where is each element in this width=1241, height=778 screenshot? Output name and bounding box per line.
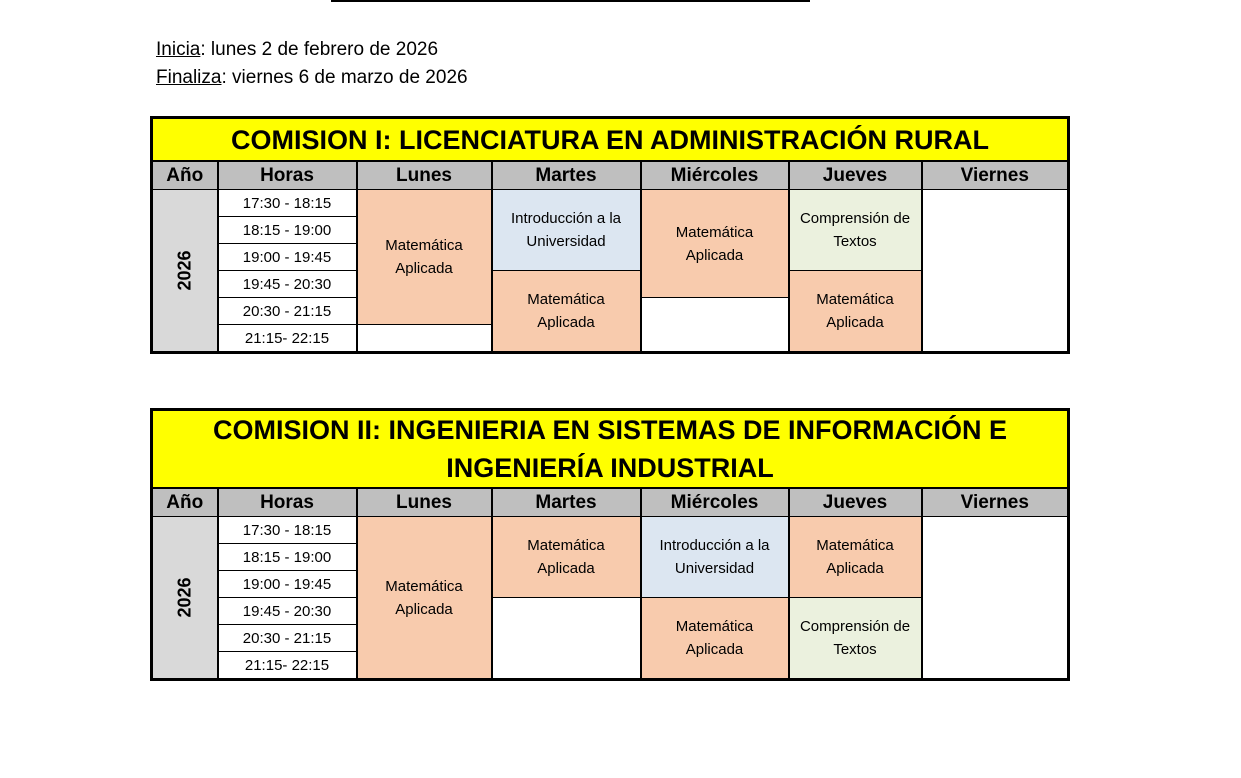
table-title xyxy=(152,410,1069,489)
empty-cell xyxy=(357,325,492,353)
subject-cell-matematica xyxy=(789,271,922,353)
time-slot: 19:45 - 20:30 xyxy=(218,271,357,298)
subject-line: Matemática xyxy=(527,537,605,554)
subject-line: Universidad xyxy=(674,560,755,577)
empty-cell xyxy=(922,190,1069,353)
time-slot: 20:30 - 21:15 xyxy=(218,625,357,652)
subject-line: Matemática xyxy=(385,237,463,254)
year-cell xyxy=(152,517,218,680)
title-line: COMISION II: INGENIERIA EN SISTEMAS DE INFORMACIÓN E xyxy=(212,415,1008,445)
table-title: COMISION I: LICENCIATURA EN ADMINISTRACIÓN RURAL xyxy=(152,118,1069,162)
subject-line: Aplicada xyxy=(685,641,744,658)
header-wednesday: Miércoles xyxy=(641,161,789,190)
subject-line: Matemática xyxy=(675,618,754,635)
header-monday: Lunes xyxy=(357,488,492,517)
subject-line: Matemática xyxy=(527,291,605,308)
empty-cell xyxy=(922,517,1069,680)
time-slot: 19:45 - 20:30 xyxy=(218,598,357,625)
time-slot: 17:30 - 18:15 xyxy=(218,517,357,544)
time-slot: 18:15 - 19:00 xyxy=(218,544,357,571)
title-line: INGENIERÍA INDUSTRIAL xyxy=(446,453,774,483)
subject-cell-comprension xyxy=(789,598,922,680)
header-hours: Horas xyxy=(218,161,357,190)
time-slot: 17:30 - 18:15 xyxy=(218,190,357,217)
subject-cell-introduccion xyxy=(492,190,641,271)
subject-line: Introducción a la xyxy=(510,210,622,227)
subject-line: Aplicada xyxy=(537,314,595,331)
header-friday: Viernes xyxy=(922,161,1069,190)
subject-line: Textos xyxy=(833,641,877,658)
subject-line: Aplicada xyxy=(395,260,453,277)
start-date xyxy=(156,36,468,64)
subject-line: Comprensión de xyxy=(799,210,911,227)
subject-line: Aplicada xyxy=(826,314,884,331)
header-wednesday: Miércoles xyxy=(641,488,789,517)
header-year: Año xyxy=(152,161,218,190)
subject-line: Matemática xyxy=(816,291,894,308)
end-date xyxy=(156,64,468,92)
subject-line: Introducción a la xyxy=(659,537,770,554)
time-slot: 21:15- 22:15 xyxy=(218,652,357,680)
subject-cell-matematica xyxy=(789,517,922,598)
subject-line: Aplicada xyxy=(537,560,595,577)
header-friday: Viernes xyxy=(922,488,1069,517)
header-thursday: Jueves xyxy=(789,161,922,190)
time-slot: 21:15- 22:15 xyxy=(218,325,357,353)
year-cell xyxy=(152,190,218,353)
subject-cell-matematica xyxy=(492,271,641,353)
subject-line: Aplicada xyxy=(395,600,453,618)
subject-line: Aplicada xyxy=(826,560,884,577)
subject-line: Matemática xyxy=(816,537,894,554)
subject-line: Universidad xyxy=(526,233,606,250)
empty-cell xyxy=(641,298,789,353)
start-label: Inicia xyxy=(156,39,201,60)
subject-cell-introduccion xyxy=(641,517,789,598)
time-slot: 19:00 - 19:45 xyxy=(218,244,357,271)
subject-cell-matematica xyxy=(357,190,492,325)
subject-line: Comprensión de xyxy=(799,618,911,635)
subject-cell-matematica xyxy=(357,517,492,680)
header-tuesday: Martes xyxy=(492,488,641,517)
start-value: : lunes 2 de febrero de 2026 xyxy=(200,39,439,60)
subject-line: Matemática xyxy=(675,223,754,241)
subject-line: Textos xyxy=(833,233,877,250)
schedule-table-comision-2 xyxy=(150,408,1070,681)
year-label: 2026 xyxy=(174,577,195,618)
header-hours: Horas xyxy=(218,488,357,517)
header-tuesday: Martes xyxy=(492,161,641,190)
course-dates xyxy=(156,36,468,92)
subject-line: Matemática xyxy=(385,577,463,595)
end-label: Finaliza xyxy=(156,67,222,88)
header-year: Año xyxy=(152,488,218,517)
subject-line: Aplicada xyxy=(685,246,744,264)
schedule-table-comision-1 xyxy=(150,116,1070,354)
top-rule xyxy=(331,0,810,2)
time-slot: 18:15 - 19:00 xyxy=(218,217,357,244)
end-value: : viernes 6 de marzo de 2026 xyxy=(221,67,468,88)
time-slot: 19:00 - 19:45 xyxy=(218,571,357,598)
subject-cell-comprension xyxy=(789,190,922,271)
empty-cell xyxy=(492,598,641,680)
time-slot: 20:30 - 21:15 xyxy=(218,298,357,325)
subject-cell-matematica xyxy=(492,517,641,598)
year-label: 2026 xyxy=(174,250,195,291)
header-monday: Lunes xyxy=(357,161,492,190)
header-thursday: Jueves xyxy=(789,488,922,517)
subject-cell-matematica xyxy=(641,190,789,298)
subject-cell-matematica xyxy=(641,598,789,680)
